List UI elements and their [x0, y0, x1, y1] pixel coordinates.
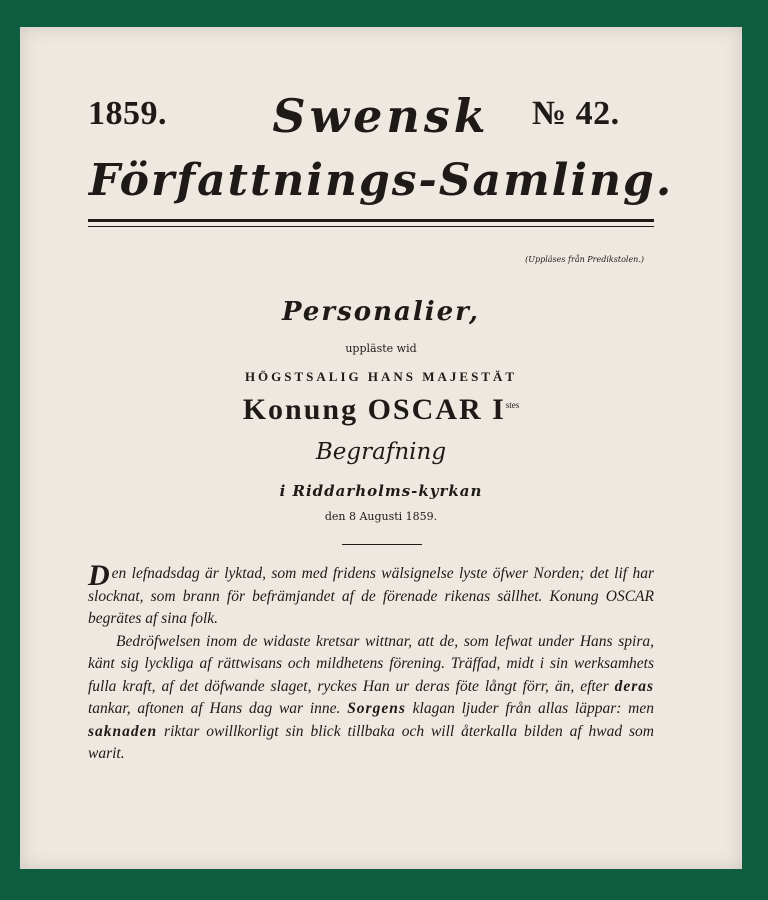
subheading-begrafning: Begrafning	[315, 439, 447, 465]
header-rule-thick	[88, 219, 654, 222]
subheading-upplaste: uppläste wid	[345, 342, 417, 355]
issue-year: 1859.	[88, 95, 167, 132]
emphasis-saknaden: saknaden	[88, 722, 158, 740]
reading-note: (Uppläses från Predikstolen.)	[525, 255, 644, 264]
event-date: den 8 Augusti 1859.	[324, 510, 438, 523]
subheading-majestat: HÖGSTSALIG HANS MAJESTÄT	[244, 369, 518, 384]
paragraph-2-text-d: riktar owillkorligt sin blick tillbaka och will återkalla bilden af hwad som warit.	[88, 722, 655, 762]
drop-cap: D	[88, 559, 110, 592]
subheading-kyrkan: i Riddarholms-kyrkan	[279, 482, 483, 500]
paragraph-1-text: en lefnadsdag är lyktad, som med fridens wälsignelse lyste öfwer Norden; det lif har slocknat, som brann för befrämjandet af de förenade rikenas sällhet. Konung OSCAR begrätes af sina folk.	[88, 565, 654, 627]
header-rule-thin	[88, 226, 654, 227]
paragraph-1	[88, 559, 654, 631]
divider-rule	[342, 544, 422, 545]
king-name-text: Konung OSCAR I	[242, 393, 506, 426]
emphasis-sorgens: Sorgens	[347, 700, 406, 717]
paragraph-2	[88, 631, 654, 766]
section-heading: Personalier,	[282, 297, 480, 327]
emphasis-deras: deras	[614, 677, 655, 695]
paragraph-2-text-a: Bedröfwelsen inom de widaste kretsar wittnar, att de, som lefwat under Hans spira, känt sig lyckliga af rättwisans och mildhetens förening. Träffad, midt i sin werksamhets fulla kraft, af det döfwande slaget, ryckes Han ur deras föte långt förr, än, efter	[88, 632, 654, 695]
paragraph-2-text-b: tankar, aftonen af Hans dag war inne.	[88, 700, 341, 717]
paragraph-2-text-c: klagan ljuder från allas läppar: men	[412, 700, 654, 717]
king-name	[20, 393, 742, 427]
document-page	[20, 27, 742, 869]
body-text	[88, 559, 655, 766]
publication-title-line1: Swensk	[272, 89, 490, 143]
king-name-suffix: stes	[505, 400, 520, 410]
issue-number: № 42.	[532, 95, 620, 132]
publication-title-line2: Författnings-Samling.	[88, 155, 674, 206]
